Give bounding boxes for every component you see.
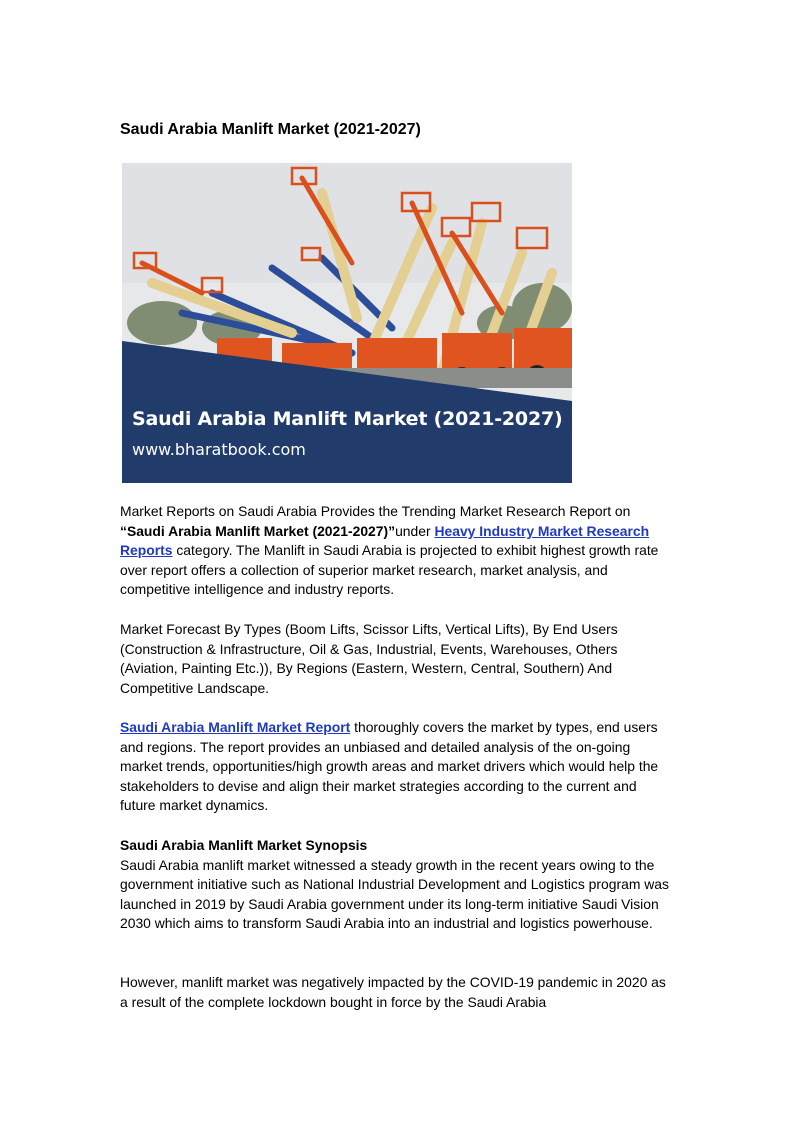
synopsis-heading: Saudi Arabia Manlift Market Synopsis [120, 837, 368, 853]
hero-banner-title: Saudi Arabia Manlift Market (2021-2027) [132, 408, 563, 430]
manlift-market-report-link[interactable]: Saudi Arabia Manlift Market Report [120, 719, 351, 735]
covid-paragraph [120, 973, 675, 1012]
hero-banner-url: www.bharatbook.com [132, 440, 306, 459]
forecast-paragraph [120, 620, 675, 698]
report-rest-text: thoroughly covers the market by types, end users and regions. The report provides an unbiased and detailed analysis of the on-going market trends, opportunities/high growth areas and market drivers which would help the stakeholders to devise and align their market strategies according to the current and future market dynamics. [120, 719, 659, 814]
report-name: “Saudi Arabia Manlift Market (2021-2027)” [120, 522, 396, 539]
forecast-text: Market Forecast By Types (Boom Lifts, Scissor Lifts, Vertical Lifts), By End Users (Construction & Infrastructure, Oil & Gas, Industrial, Events, Warehouses, Others (Aviation, Painting Etc.)), By Regions (Eastern, Western, Central, Southern) And Competitive Landscape. [120, 621, 618, 696]
intro-paragraph [120, 502, 675, 600]
intro-rest-text: category. The Manlift in Saudi Arabia is projected to exhibit highest growth rate over report offers a collection of superior market research, market analysis, and competitive intelligence and industry reports. [120, 542, 659, 598]
report-paragraph [120, 718, 675, 816]
covid-text: However, manlift market was negatively impacted by the COVID-19 pandemic in 2020 as a result of the complete lockdown bought in force by the Saudi Arabia [120, 974, 666, 1010]
intro-text: Market Reports on Saudi Arabia Provides the Trending Market Research Report on [120, 503, 631, 519]
under-text: under [395, 522, 435, 539]
manlift-illustration [122, 163, 572, 483]
synopsis-section [120, 836, 675, 934]
hero-image [122, 163, 572, 483]
synopsis-text: Saudi Arabia manlift market witnessed a steady growth in the recent years owing to the government initiative such as National Industrial Development and Logistics program was launched in 2019 by Saudi Arabia government under its long-term initiative Saudi Vision 2030 which aims to transform Saudi Arabia into an industrial and logistics powerhouse. [120, 856, 669, 932]
heavy-industry-reports-link[interactable]: Heavy Industry Market Research Reports [120, 522, 650, 559]
page-title: Saudi Arabia Manlift Market (2021-2027) [120, 121, 421, 138]
